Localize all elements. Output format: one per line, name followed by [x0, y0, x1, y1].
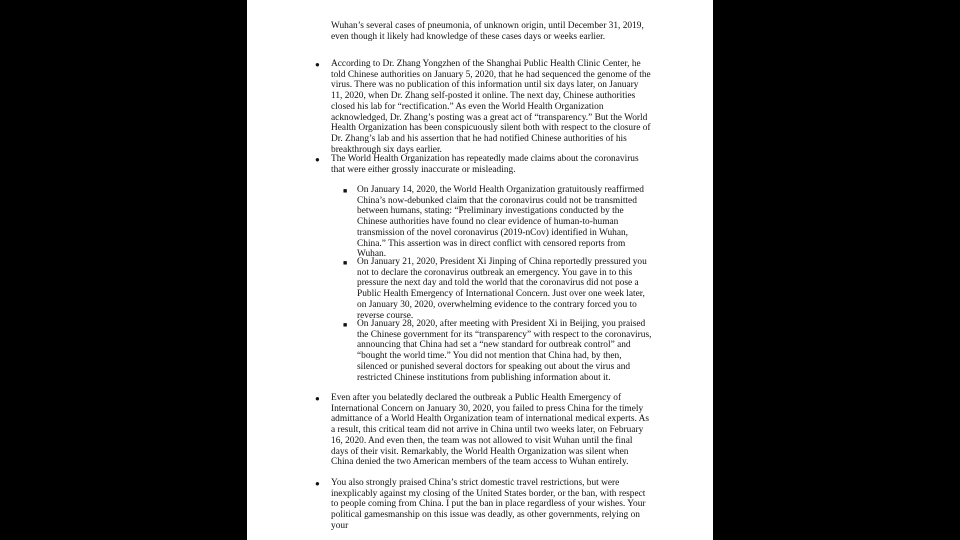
subbullet-paragraph-jan28: On January 28, 2020, after meeting with President Xi in Beijing, you praised the Chinese government for its “transparency” with respect to the coronavirus, announcing that China had set a “new standard for outbreak control” and “bought the world time.” You did not mention that China had, by then, silenced or punished several doctors for speaking out about the virus and restricted Chinese institutions from publishing information about it.	[357, 319, 652, 383]
bullet-paragraph-emergency: Even after you belatedly declared the outbreak a Public Health Emergency of International Concern on January 30, 2020, you failed to press China for the timely admittance of a World Health Organization team of international medical experts. As a result, this critical team did not arrive in China until two weeks later, on February 16, 2020. And even then, the team was not allowed to visit Wuhan until the final days of their visit. Remarkably, the World Health Organization was silent when China denied the two American members of the team access to Wuhan entirely.	[331, 393, 650, 468]
bullet-paragraph-zhang: According to Dr. Zhang Yongzhen of the Shanghai Public Health Clinic Center, he told Chinese authorities on January 5, 2020, that he had sequenced the genome of the virus. There was no publication of this information until six days later, on January 11, 2020, when Dr. Zhang self-posted it online. The next day, Chinese authorities closed his lab for “rectification.” As even the World Health Organization acknowledged, Dr. Zhang’s posting was a great act of “transparency.” But the World Health Organization has been conspicuously silent both with respect to the closure of Dr. Zhang’s lab and his assertion that he had notified Chinese authorities of his breakthrough six days earlier.	[331, 59, 651, 155]
bullet-square-icon: ■	[343, 259, 348, 267]
bullet-paragraph-travel: You also strongly praised China’s strict domestic travel restrictions, but were inexplicably against my closing of the United States border, or the ban, with respect to people coming from China. I put the ban in place regardless of your wishes. Your political gamesmanship on this issue was deadly, as other governments, relying on your	[331, 478, 646, 531]
bullet-dot-icon: ●	[315, 155, 320, 164]
subbullet-paragraph-jan14: On January 14, 2020, the World Health Organization gratuitously reaffirmed China’s now-debunked claim that the coronavirus could not be transmitted between humans, stating: “Preliminary investigations conducted by the Chinese authorities have found no clear evidence of human-to-human transmission of the novel coronavirus (2019-nCov) identified in Wuhan, China.” This assertion was in direct conflict with censored reports from Wuhan.	[357, 185, 644, 260]
bullet-square-icon: ■	[343, 187, 348, 195]
document-page	[247, 0, 713, 540]
bullet-dot-icon: ●	[315, 394, 320, 403]
bullet-paragraph-who-claims: The World Health Organization has repeatedly made claims about the coronavirus that were either grossly inaccurate or misleading.	[331, 154, 639, 175]
bullet-dot-icon: ●	[315, 479, 320, 488]
paragraph-continuation: Wuhan’s several cases of pneumonia, of unknown origin, until December 31, 2019, even though it likely had knowledge of these cases days or weeks earlier.	[331, 21, 644, 42]
subbullet-paragraph-jan21: On January 21, 2020, President Xi Jinping of China reportedly pressured you not to declare the coronavirus outbreak an emergency. You gave in to this pressure the next day and told the world that the coronavirus did not pose a Public Health Emergency of International Concern. Just over one week later, on January 30, 2020, overwhelming evidence to the contrary forced you to reverse course.	[357, 257, 647, 321]
bullet-square-icon: ■	[343, 321, 348, 329]
bullet-dot-icon: ●	[315, 60, 320, 69]
